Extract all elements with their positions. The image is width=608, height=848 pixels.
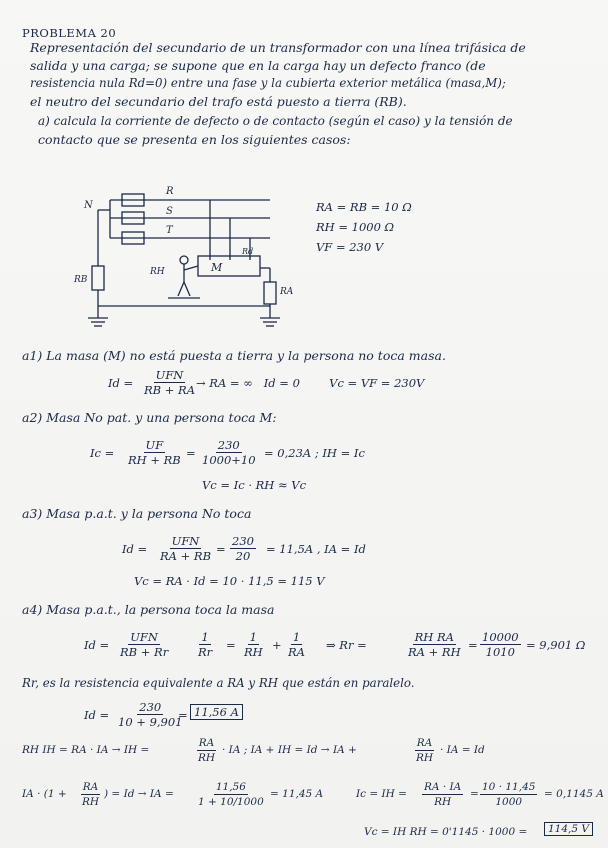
case-a3-d2: 20 bbox=[235, 549, 251, 563]
case-a4-id-result: 11,56 A bbox=[190, 704, 243, 720]
case-a4-note: Rr, es la resistencia equivalente a RA y RH que están en paralelo. bbox=[22, 676, 415, 690]
case-a4-line2-frac1 bbox=[80, 780, 101, 809]
case-a4-rr-result: = 9,901 Ω bbox=[526, 638, 586, 652]
case-a4-line2-frac2 bbox=[196, 780, 266, 809]
label-RB: RB bbox=[74, 275, 88, 285]
case-a4-f6d: 1010 bbox=[485, 645, 515, 659]
case-a4-line2-fn: RA bbox=[82, 781, 99, 793]
param-rh: RH = 1000 Ω bbox=[316, 220, 395, 234]
case-a4-f4d: RA bbox=[288, 645, 305, 659]
case-a3-d1: RA + RB bbox=[160, 549, 212, 563]
label-Rd: Rd bbox=[242, 247, 254, 256]
case-a4-line2-gd: 1 + 10/1000 bbox=[198, 796, 264, 808]
case-a1-num: UFN bbox=[155, 368, 184, 382]
case-a4-fraction-rr-value bbox=[480, 630, 521, 659]
problem-title: PROBLEMA 20 bbox=[22, 26, 117, 40]
case-a4-line1-b: · IA ; IA + IH = Id → IA + bbox=[222, 744, 357, 756]
case-a4-line2-hd: RH bbox=[434, 796, 452, 808]
case-a4-arrow: ⇒ Rr = bbox=[326, 638, 367, 652]
statement-line-1: Representación del secundario de un transformador con una línea trifásica de bbox=[30, 40, 526, 55]
case-a4-f3d: RH bbox=[244, 645, 263, 659]
statement-line-2: salida y una carga; se supone que en la carga hay un defecto franco (de bbox=[30, 58, 486, 73]
case-a4-f2n: 1 bbox=[201, 630, 209, 644]
case-a4-line2-frac4 bbox=[480, 780, 537, 809]
case-a4-f5d: RA + RH bbox=[408, 645, 461, 659]
case-a2-heading: a2) Masa No pat. y una persona toca M: bbox=[22, 410, 277, 425]
case-a1-heading: a1) La masa (M) no está puesta a tierra y la persona no toca masa. bbox=[22, 348, 446, 363]
case-a4-line2-c: = 11,45 A bbox=[270, 788, 324, 800]
case-a4-fraction-ra bbox=[286, 630, 307, 659]
case-a4-line2-b: ) = Id → IA = bbox=[104, 788, 174, 800]
case-a3-n1: UFN bbox=[171, 534, 200, 548]
case-a2-lhs: Ic = bbox=[90, 446, 115, 460]
case-a4-line1-gn: RA bbox=[416, 737, 433, 749]
label-T: T bbox=[166, 225, 173, 236]
case-a2-result: = 0,23A ; IH = Ic bbox=[264, 446, 365, 460]
case-a4-f6n: 10000 bbox=[482, 630, 519, 644]
case-a4-line2-d: Ic = IH = bbox=[356, 788, 407, 800]
statement-line-5: a) calcula la corriente de defecto o de contacto (según el caso) y la tensión de bbox=[38, 114, 513, 128]
case-a4-fraction-rr bbox=[196, 630, 214, 659]
case-a4-line2-fd: RH bbox=[82, 796, 100, 808]
case-a4-n1: UFN bbox=[130, 630, 158, 644]
case-a4-line2-f: = 0,1145 A bbox=[544, 788, 604, 800]
case-a4-line2-a: IA · (1 + bbox=[22, 788, 67, 800]
case-a4-line2-id: 1000 bbox=[495, 796, 523, 808]
case-a3-eq: = bbox=[216, 542, 226, 556]
case-a4-id-fraction bbox=[116, 700, 185, 729]
statement-line-6: contacto que se presenta en los siguientes casos: bbox=[38, 132, 351, 147]
case-a3-fraction-1 bbox=[158, 534, 213, 563]
case-a4-id-eq: = bbox=[178, 708, 188, 722]
case-a4-final-a: Vc = IH RH = 0'1145 · 1000 = bbox=[364, 826, 528, 838]
case-a4-line2-gn: 11,56 bbox=[215, 781, 246, 793]
case-a4-id-d: 10 + 9,901 bbox=[118, 715, 183, 729]
case-a1-rest: → RA = ∞ Id = 0 Vc = VF = 230V bbox=[196, 376, 425, 390]
case-a4-d1: RB + Rr bbox=[120, 645, 169, 659]
case-a4-line2-hn: RA · IA bbox=[424, 781, 462, 793]
case-a2-n2: 230 bbox=[217, 438, 240, 452]
case-a4-line1-c: · IA = Id bbox=[440, 744, 485, 756]
case-a3-vc: Vc = RA · Id = 10 · 11,5 = 115 V bbox=[134, 574, 325, 588]
statement-line-4: el neutro del secundario del trafo está puesto a tierra (RB). bbox=[30, 94, 407, 109]
case-a1-lhs: Id = bbox=[108, 376, 134, 390]
case-a1-den: RB + RA bbox=[144, 383, 196, 397]
case-a1-fraction bbox=[142, 368, 197, 397]
case-a2-n1: UF bbox=[145, 438, 164, 452]
case-a4-line1-a: RH IH = RA · IA → IH = bbox=[22, 744, 150, 756]
case-a2-d2: 1000+10 bbox=[202, 453, 256, 467]
label-S: S bbox=[166, 206, 173, 217]
label-R: R bbox=[166, 186, 174, 197]
param-vf: VF = 230 V bbox=[316, 240, 384, 254]
case-a4-fraction-id bbox=[118, 630, 170, 659]
case-a4-fraction-rr-formula bbox=[406, 630, 463, 659]
case-a4-line2-in: 10 · 11,45 bbox=[482, 781, 536, 793]
case-a4-id-n: 230 bbox=[139, 700, 162, 714]
case-a3-lhs: Id = bbox=[122, 542, 148, 556]
case-a4-heading: a4) Masa p.a.t., la persona toca la masa bbox=[22, 602, 275, 617]
label-N: N bbox=[84, 200, 93, 211]
circuit-diagram bbox=[70, 178, 310, 338]
case-a4-f4n: 1 bbox=[292, 630, 301, 644]
label-M: M bbox=[211, 261, 223, 274]
case-a4-plus: + bbox=[272, 638, 282, 652]
case-a3-heading: a3) Masa p.a.t. y la persona No toca bbox=[22, 506, 252, 521]
case-a4-line1-frac1 bbox=[196, 736, 217, 765]
case-a4-lhs: Id = bbox=[84, 638, 110, 652]
case-a4-line1-fd: RH bbox=[198, 752, 216, 764]
case-a4-f5n: RH RA bbox=[414, 630, 454, 644]
case-a4-line1-gd: RH bbox=[416, 752, 434, 764]
case-a2-fraction-1 bbox=[126, 438, 183, 467]
case-a4-line1-fn: RA bbox=[198, 737, 215, 749]
case-a3-n2: 230 bbox=[232, 534, 254, 548]
case-a4-final-result: 114,5 V bbox=[544, 822, 593, 836]
case-a3-fraction-2 bbox=[230, 534, 256, 563]
case-a2-d1: RH + RB bbox=[128, 453, 181, 467]
case-a4-line1-frac2 bbox=[414, 736, 435, 765]
case-a4-line2-frac3 bbox=[422, 780, 463, 809]
statement-line-3: resistencia nula Rd=0) entre una fase y la cubierta exterior metálica (masa,M); bbox=[30, 76, 506, 90]
label-RA: RA bbox=[280, 287, 294, 297]
case-a4-id-lhs: Id = bbox=[84, 708, 110, 722]
case-a4-f3n: 1 bbox=[249, 630, 257, 644]
label-RH: RH bbox=[150, 267, 165, 277]
case-a4-eq2: = bbox=[226, 638, 236, 652]
case-a4-eq5: = bbox=[468, 638, 478, 652]
case-a4-fraction-rh bbox=[242, 630, 265, 659]
case-a4-f2d: Rr bbox=[198, 645, 213, 659]
case-a3-result: = 11,5A , IA = Id bbox=[266, 542, 366, 556]
param-ra-rb: RA = RB = 10 Ω bbox=[316, 200, 412, 214]
case-a2-eq: = bbox=[186, 446, 196, 460]
case-a2-fraction-2 bbox=[200, 438, 258, 467]
case-a4-line2-e: = bbox=[470, 788, 479, 800]
case-a2-vc: Vc = Ic · RH ≈ Vc bbox=[202, 478, 307, 492]
